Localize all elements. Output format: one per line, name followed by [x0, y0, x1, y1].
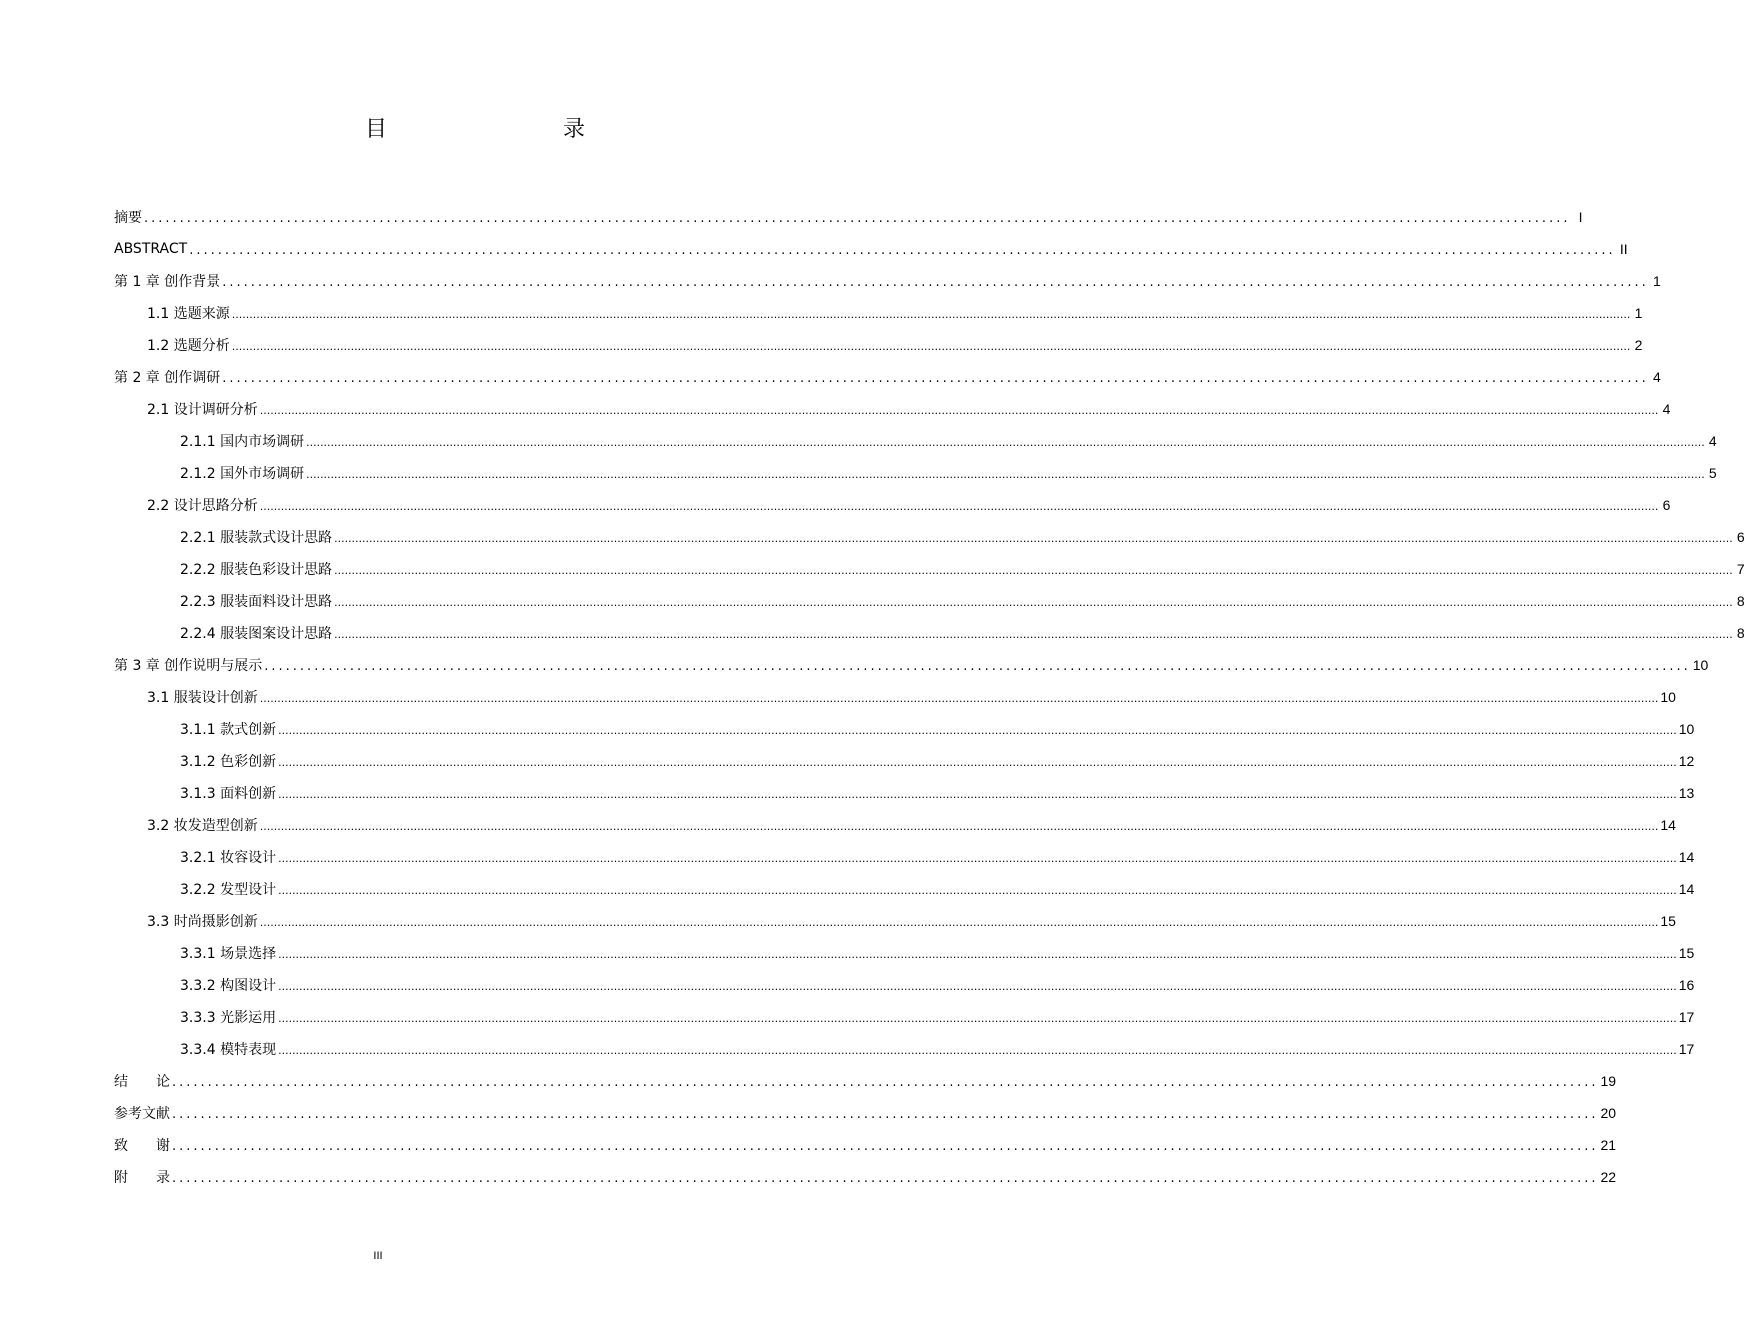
- toc-entry[interactable]: [114, 425, 1717, 457]
- toc-entry-page: 4: [1662, 401, 1671, 417]
- toc-entry-label: 2.2.3 服装面料设计思路: [180, 594, 333, 610]
- toc-entry[interactable]: [114, 841, 1695, 873]
- toc-entry-label: ABSTRACT: [114, 241, 188, 257]
- toc-entry-page: 1: [1634, 305, 1643, 321]
- toc-entry[interactable]: [114, 265, 1661, 297]
- toc-entry[interactable]: [114, 617, 1745, 649]
- toc-dot-leader: ................................................................................................................................................................................................................................................................................................................................................................................................................: [259, 820, 1659, 833]
- toc-entry-label: 3.3 时尚摄影创新: [147, 914, 258, 930]
- toc-entry-page: 17: [1678, 1041, 1695, 1057]
- toc-entry-page: 4: [1708, 433, 1717, 449]
- toc-entry[interactable]: [114, 233, 1628, 265]
- toc-entry-page: I: [1578, 209, 1583, 225]
- toc-dot-leader: ................................................................................................................................................................................................................................................................................................................................................................................................................: [306, 436, 1705, 449]
- toc-entry-page: 10: [1660, 689, 1676, 705]
- toc-entry[interactable]: [114, 745, 1695, 777]
- toc-dot-leader: ................................................................................................................................................................................................................................................................................................................................................................................................................: [278, 884, 1677, 897]
- toc-dot-leader: ................................................................................................................................................................................................................................................................................................................................................................................................................: [278, 980, 1677, 993]
- toc-dot-leader: ................................................................................................................................................................................................................................................................................................................................................................................................................: [259, 692, 1659, 705]
- toc-entry-page: 5: [1708, 465, 1717, 481]
- toc-entry-label: 附 录: [114, 1170, 170, 1186]
- toc-entry-page: 15: [1660, 913, 1676, 929]
- toc-entry[interactable]: [114, 809, 1676, 841]
- toc-dot-leader: ........................................................................................................................................................................................................: [172, 1171, 1599, 1186]
- toc-dot-leader: ........................................................................................................................................................................................................: [189, 243, 1616, 258]
- toc-entry-label: 3.3.4 模特表现: [180, 1042, 277, 1058]
- toc-entry-page: 22: [1600, 1169, 1617, 1185]
- toc-entry-label: 2.1 设计调研分析: [147, 402, 258, 418]
- toc-entry-label: 3.1.2 色彩创新: [180, 754, 277, 770]
- toc-dot-leader: ................................................................................................................................................................................................................................................................................................................................................................................................................: [259, 404, 1659, 417]
- toc-entry[interactable]: [114, 649, 1709, 681]
- toc-dot-leader: ................................................................................................................................................................................................................................................................................................................................................................................................................: [334, 628, 1733, 641]
- toc-dot-leader: ................................................................................................................................................................................................................................................................................................................................................................................................................: [306, 468, 1705, 481]
- toc-entry-label: 参考文献: [114, 1106, 170, 1122]
- toc-entry[interactable]: [114, 1065, 1617, 1097]
- table-of-contents: [114, 201, 1745, 1193]
- toc-entry[interactable]: [114, 553, 1745, 585]
- toc-dot-leader: ................................................................................................................................................................................................................................................................................................................................................................................................................: [278, 1012, 1677, 1025]
- toc-entry[interactable]: [114, 937, 1695, 969]
- toc-dot-leader: ................................................................................................................................................................................................................................................................................................................................................................................................................: [334, 532, 1733, 545]
- toc-dot-leader: ................................................................................................................................................................................................................................................................................................................................................................................................................: [231, 340, 1631, 353]
- toc-entry-label: 3.1 服装设计创新: [147, 690, 258, 706]
- toc-dot-leader: ................................................................................................................................................................................................................................................................................................................................................................................................................: [259, 916, 1659, 929]
- toc-entry[interactable]: [114, 1097, 1617, 1129]
- toc-entry[interactable]: [114, 1001, 1695, 1033]
- toc-entry-page: 15: [1678, 945, 1695, 961]
- toc-entry-label: 3.2.2 发型设计: [180, 882, 277, 898]
- toc-entry-label: 2.2.2 服装色彩设计思路: [180, 562, 333, 578]
- toc-dot-leader: ........................................................................................................................................................................................................: [222, 371, 1649, 386]
- toc-entry-label: 2.1.1 国内市场调研: [180, 434, 305, 450]
- toc-entry-page: 8: [1736, 625, 1745, 641]
- toc-entry[interactable]: [114, 361, 1661, 393]
- toc-entry-label: 3.2.1 妆容设计: [180, 850, 277, 866]
- toc-dot-leader: ................................................................................................................................................................................................................................................................................................................................................................................................................: [278, 788, 1677, 801]
- toc-entry[interactable]: [114, 969, 1695, 1001]
- toc-entry[interactable]: [114, 681, 1676, 713]
- toc-entry[interactable]: [114, 777, 1695, 809]
- toc-dot-leader: ........................................................................................................................................................................................................: [144, 211, 1571, 226]
- toc-entry[interactable]: [114, 393, 1671, 425]
- toc-entry-page: 19: [1600, 1073, 1617, 1089]
- toc-dot-leader: ................................................................................................................................................................................................................................................................................................................................................................................................................: [334, 564, 1733, 577]
- toc-entry-label: 3.1.1 款式创新: [180, 722, 277, 738]
- toc-entry[interactable]: [114, 457, 1717, 489]
- toc-dot-leader: ........................................................................................................................................................................................................: [172, 1075, 1599, 1090]
- toc-entry-page: 14: [1678, 849, 1695, 865]
- toc-entry-label: 1.1 选题来源: [147, 306, 230, 322]
- toc-dot-leader: ................................................................................................................................................................................................................................................................................................................................................................................................................: [278, 948, 1677, 961]
- toc-dot-leader: ................................................................................................................................................................................................................................................................................................................................................................................................................: [278, 724, 1677, 737]
- toc-entry-label: 摘要: [114, 210, 142, 226]
- toc-entry-page: 13: [1678, 785, 1695, 801]
- toc-entry-page: 4: [1652, 369, 1661, 385]
- toc-entry-page: 14: [1660, 817, 1676, 833]
- toc-entry-label: 致 谢: [114, 1138, 170, 1154]
- toc-entry-page: II: [1619, 241, 1628, 257]
- toc-entry-page: 10: [1678, 721, 1695, 737]
- page-number: III: [373, 1250, 383, 1262]
- toc-dot-leader: ........................................................................................................................................................................................................: [172, 1139, 1599, 1154]
- toc-entry-label: 3.3.3 光影运用: [180, 1010, 277, 1026]
- toc-dot-leader: ........................................................................................................................................................................................................: [172, 1107, 1599, 1122]
- toc-entry[interactable]: [114, 1033, 1695, 1065]
- toc-entry[interactable]: [114, 585, 1745, 617]
- toc-dot-leader: ........................................................................................................................................................................................................: [222, 275, 1649, 290]
- toc-entry[interactable]: [114, 489, 1671, 521]
- toc-entry-page: 6: [1736, 529, 1745, 545]
- toc-entry-label: 2.2.1 服装款式设计思路: [180, 530, 333, 546]
- toc-entry[interactable]: [114, 521, 1745, 553]
- toc-entry[interactable]: [114, 1161, 1617, 1193]
- page-title: 目 录: [364, 117, 629, 142]
- toc-entry-page: 7: [1736, 561, 1745, 577]
- toc-entry-page: 16: [1678, 977, 1695, 993]
- toc-dot-leader: ................................................................................................................................................................................................................................................................................................................................................................................................................: [278, 1044, 1677, 1057]
- toc-entry-label: 3.3.1 场景选择: [180, 946, 277, 962]
- toc-dot-leader: ................................................................................................................................................................................................................................................................................................................................................................................................................: [278, 756, 1677, 769]
- toc-entry-label: 第 2 章 创作调研: [114, 370, 221, 386]
- toc-entry-label: 第 3 章 创作说明与展示: [114, 658, 263, 674]
- toc-entry-page: 17: [1678, 1009, 1695, 1025]
- toc-dot-leader: ........................................................................................................................................................................................................: [264, 659, 1691, 674]
- toc-dot-leader: ................................................................................................................................................................................................................................................................................................................................................................................................................: [334, 596, 1733, 609]
- toc-entry-label: 结 论: [114, 1074, 170, 1090]
- toc-entry-label: 2.1.2 国外市场调研: [180, 466, 305, 482]
- toc-entry-page: 1: [1652, 273, 1661, 289]
- toc-entry-page: 2: [1634, 337, 1643, 353]
- toc-entry-page: 21: [1600, 1137, 1617, 1153]
- toc-entry-page: 6: [1662, 497, 1671, 513]
- toc-dot-leader: ................................................................................................................................................................................................................................................................................................................................................................................................................: [231, 308, 1631, 321]
- toc-entry[interactable]: [114, 1129, 1617, 1161]
- toc-dot-leader: ................................................................................................................................................................................................................................................................................................................................................................................................................: [259, 500, 1659, 513]
- toc-entry-label: 2.2 设计思路分析: [147, 498, 258, 514]
- toc-entry[interactable]: [114, 905, 1676, 937]
- toc-entry-page: 10: [1692, 657, 1709, 673]
- toc-entry-page: 14: [1678, 881, 1695, 897]
- toc-entry-label: 3.1.3 面料创新: [180, 786, 277, 802]
- toc-entry-page: 20: [1600, 1105, 1617, 1121]
- toc-entry-label: 3.2 妆发造型创新: [147, 818, 258, 834]
- toc-entry[interactable]: [114, 873, 1695, 905]
- toc-entry[interactable]: [114, 201, 1583, 233]
- toc-entry[interactable]: [114, 297, 1643, 329]
- toc-dot-leader: ................................................................................................................................................................................................................................................................................................................................................................................................................: [278, 852, 1677, 865]
- toc-entry[interactable]: [114, 329, 1643, 361]
- toc-entry-label: 第 1 章 创作背景: [114, 274, 221, 290]
- toc-entry[interactable]: [114, 713, 1695, 745]
- toc-entry-label: 1.2 选题分析: [147, 338, 230, 354]
- toc-entry-page: 8: [1736, 593, 1745, 609]
- toc-entry-label: 2.2.4 服装图案设计思路: [180, 626, 333, 642]
- toc-entry-label: 3.3.2 构图设计: [180, 978, 277, 994]
- toc-entry-page: 12: [1678, 753, 1695, 769]
